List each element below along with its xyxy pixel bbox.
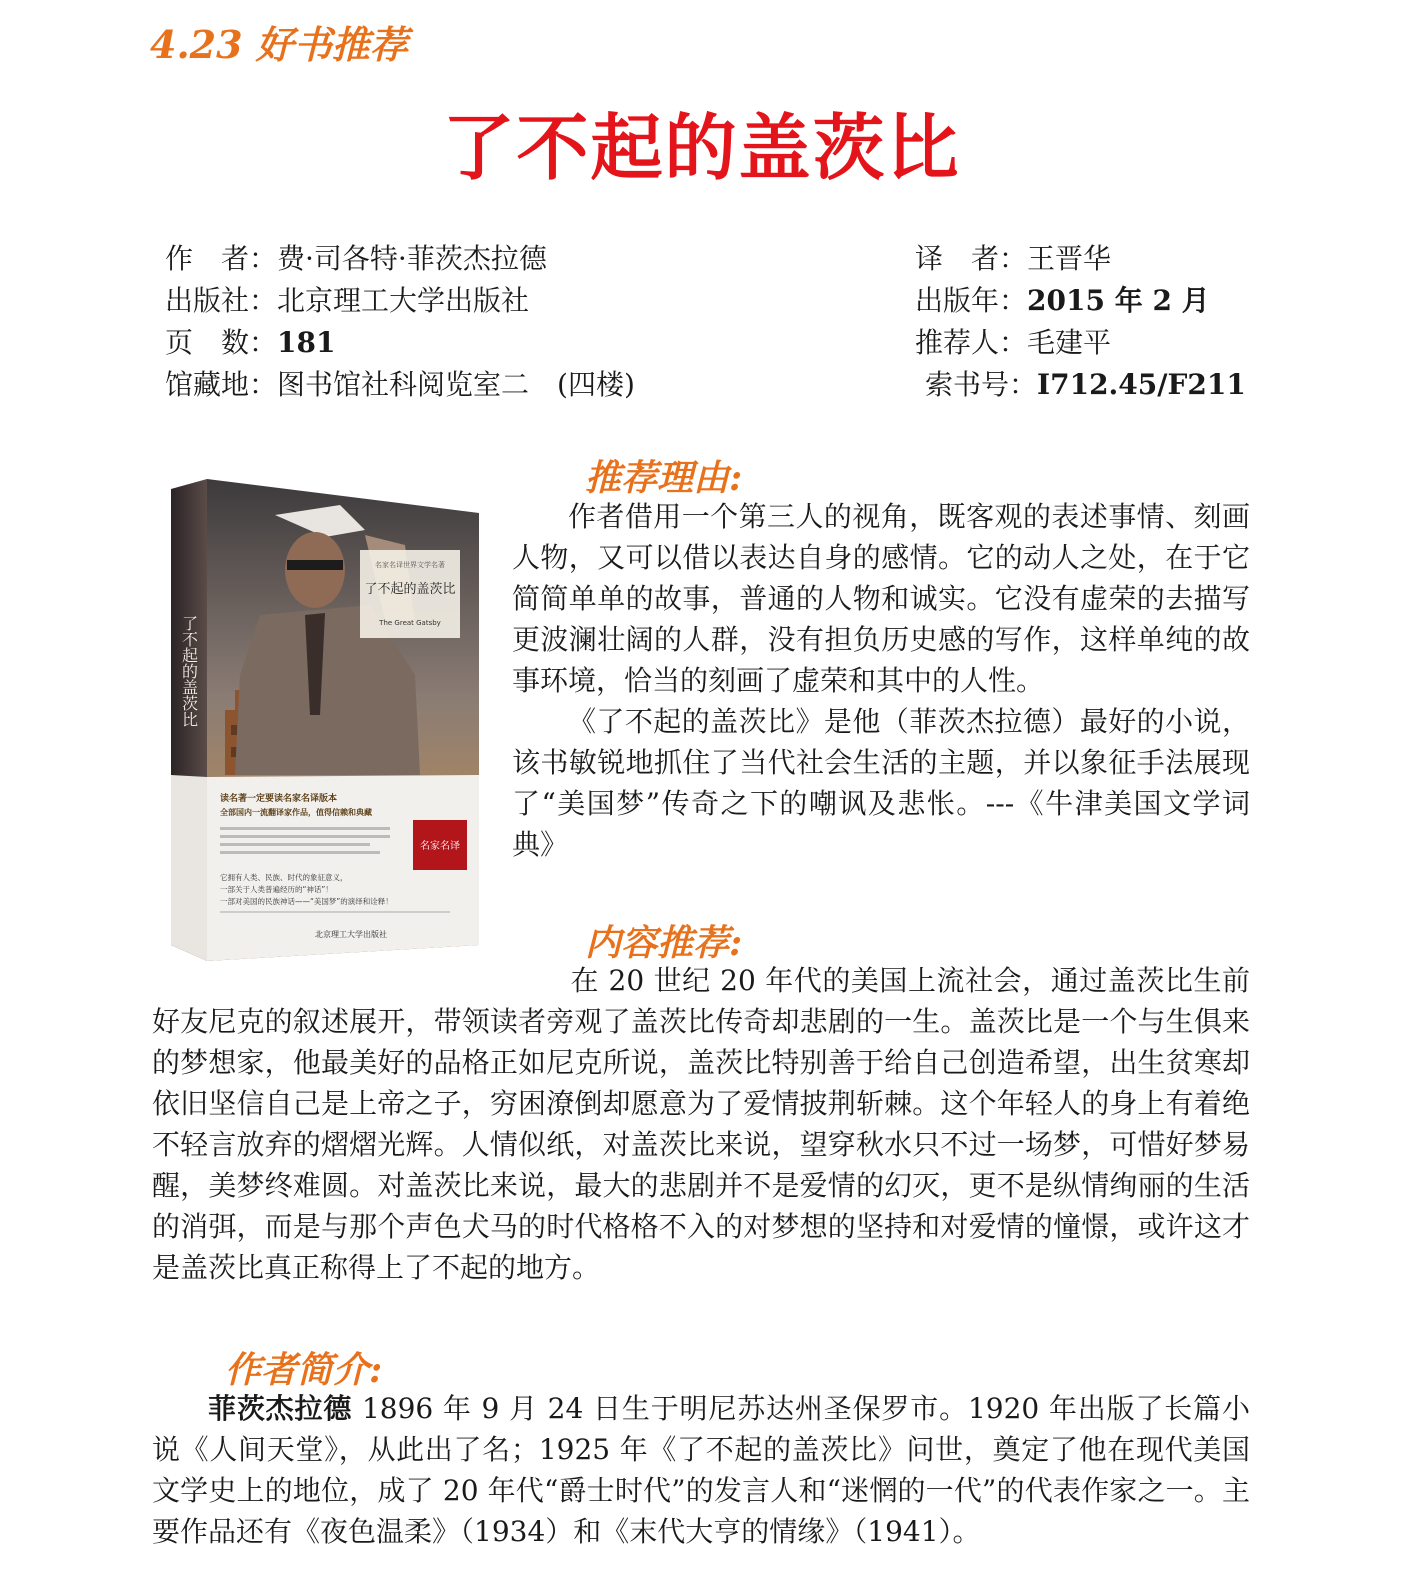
author-value: 费·司各特·菲茨杰拉德 (277, 242, 547, 275)
cover-title: 了不起的盖茨比 (364, 582, 456, 597)
cover-quote-2: 一部关于人类普遍经历的“神话”！ (220, 885, 333, 894)
year-label: 出版年： (915, 284, 1028, 317)
authorbio-name: 菲茨杰拉德 (208, 1392, 353, 1425)
author-label: 作 者： (165, 242, 278, 275)
meta-left (165, 238, 635, 406)
authorbio-title: 作者简介: (225, 1349, 383, 1391)
pages-label: 页 数： (165, 326, 278, 359)
callno-label: 索书号： (925, 368, 1038, 401)
recommender-label: 推荐人： (915, 326, 1028, 359)
content-paragraph (152, 960, 1250, 1288)
meta-right (915, 238, 1246, 406)
reason-title: 推荐理由: (585, 457, 743, 499)
cover-spine-title: 了不起的盖茨比 (179, 615, 199, 727)
cover-english-title: The Great Gatsby (379, 619, 441, 627)
cover-quote-1: 它拥有人类、民族、时代的象征意义， (220, 873, 348, 882)
authorbio-paragraph (152, 1388, 1250, 1552)
cover-tagline-1: 读名著一定要读名家名译版本 (220, 794, 338, 804)
cover-series: 名家名译世界文学名著 (375, 561, 445, 569)
book-title: 了不起的盖茨比 (442, 105, 961, 190)
content-text: 在 20 世纪 20 年代的美国上流社会，通过盖茨比生前好友尼克的叙述展开，带领读者旁观了盖茨比传奇却悲剧的一生。盖茨比是一个与生俱来的梦想家，他最美好的品格正如尼克所说，盖茨比特别善于给自己创造希望，出生贫寒却依旧坚信自己是上帝之子，穷困潦倒却愿意为了爱情披荆斩棘。这个年轻人的身上有着绝不轻言放弃的熠熠光辉。人情似纸，对盖茨比来说，望穿秋水只不过一场梦，可惜好梦易醒，美梦终难圆。对盖茨比来说，最大的悲剧并不是爱情的幻灭，更不是纵情绚丽的生活的消弭，而是与那个声色犬马的时代格格不入的对梦想的坚持和对爱情的憧憬，或许这才是盖茨比真正称得上了不起的地方。 (152, 964, 1250, 1284)
year-value: 2015 年 2 月 (1027, 284, 1210, 317)
section-header: 4.23 好书推荐 (150, 22, 408, 67)
publisher-label: 出版社： (165, 284, 278, 317)
authorbio-text: 1896 年 9 月 24 日生于明尼苏达州圣保罗市。1920 年出版了长篇小说《人间天堂》，从此出了名；1925 年《了不起的盖茨比》问世，奠定了他在现代美国文学史上的地位，成了 20 年代“爵士时代”的发言人和“迷惘的一代”的代表作家之一。主要作品还有《夜色温柔》（1934）和《末代大亨的情缘》（1941）。 (152, 1392, 1250, 1548)
recommender-value: 毛建平 (1027, 326, 1112, 359)
location-label: 馆藏地： (165, 368, 278, 401)
translator-value: 王晋华 (1027, 242, 1112, 275)
cover-tagline-2: 全部国内一流翻译家作品，值得信赖和典藏 (220, 808, 372, 817)
location-value: 图书馆社科阅览室二 (四楼) (277, 368, 635, 401)
translator-label: 译 者： (915, 242, 1028, 275)
cover-publisher: 北京理工大学出版社 (315, 930, 387, 939)
cover-quote-3: 一部对美国的民族神话——“美国梦”的演绎和诠释！ (220, 897, 393, 906)
reason-paragraph-2: 《了不起的盖茨比》是他（菲茨杰拉德）最好的小说，该书敏锐地抓住了当代社会生活的主题，并以象征手法展现了“美国梦”传奇之下的嘲讽及悲怅。---《牛津美国文学词典》 (512, 705, 1250, 861)
cover-badge: 名家名译 (420, 841, 460, 852)
callno-value: I712.45/F211 (1037, 368, 1246, 401)
content-title: 内容推荐: (585, 922, 743, 964)
publisher-value: 北京理工大学出版社 (277, 284, 530, 317)
reason-paragraph-1: 作者借用一个第三人的视角，既客观的表述事情、刻画人物，又可以借以表达自身的感情。它的动人之处，在于它简简单单的故事，普通的人物和诚实。它没有虚荣的去描写更波澜壮阔的人群，没有担负历史感的写作，这样单纯的故事环境，恰当的刻画了虚荣和其中的人性。 (512, 500, 1250, 697)
book-cover-image (165, 475, 493, 965)
pages-value: 181 (277, 326, 336, 359)
